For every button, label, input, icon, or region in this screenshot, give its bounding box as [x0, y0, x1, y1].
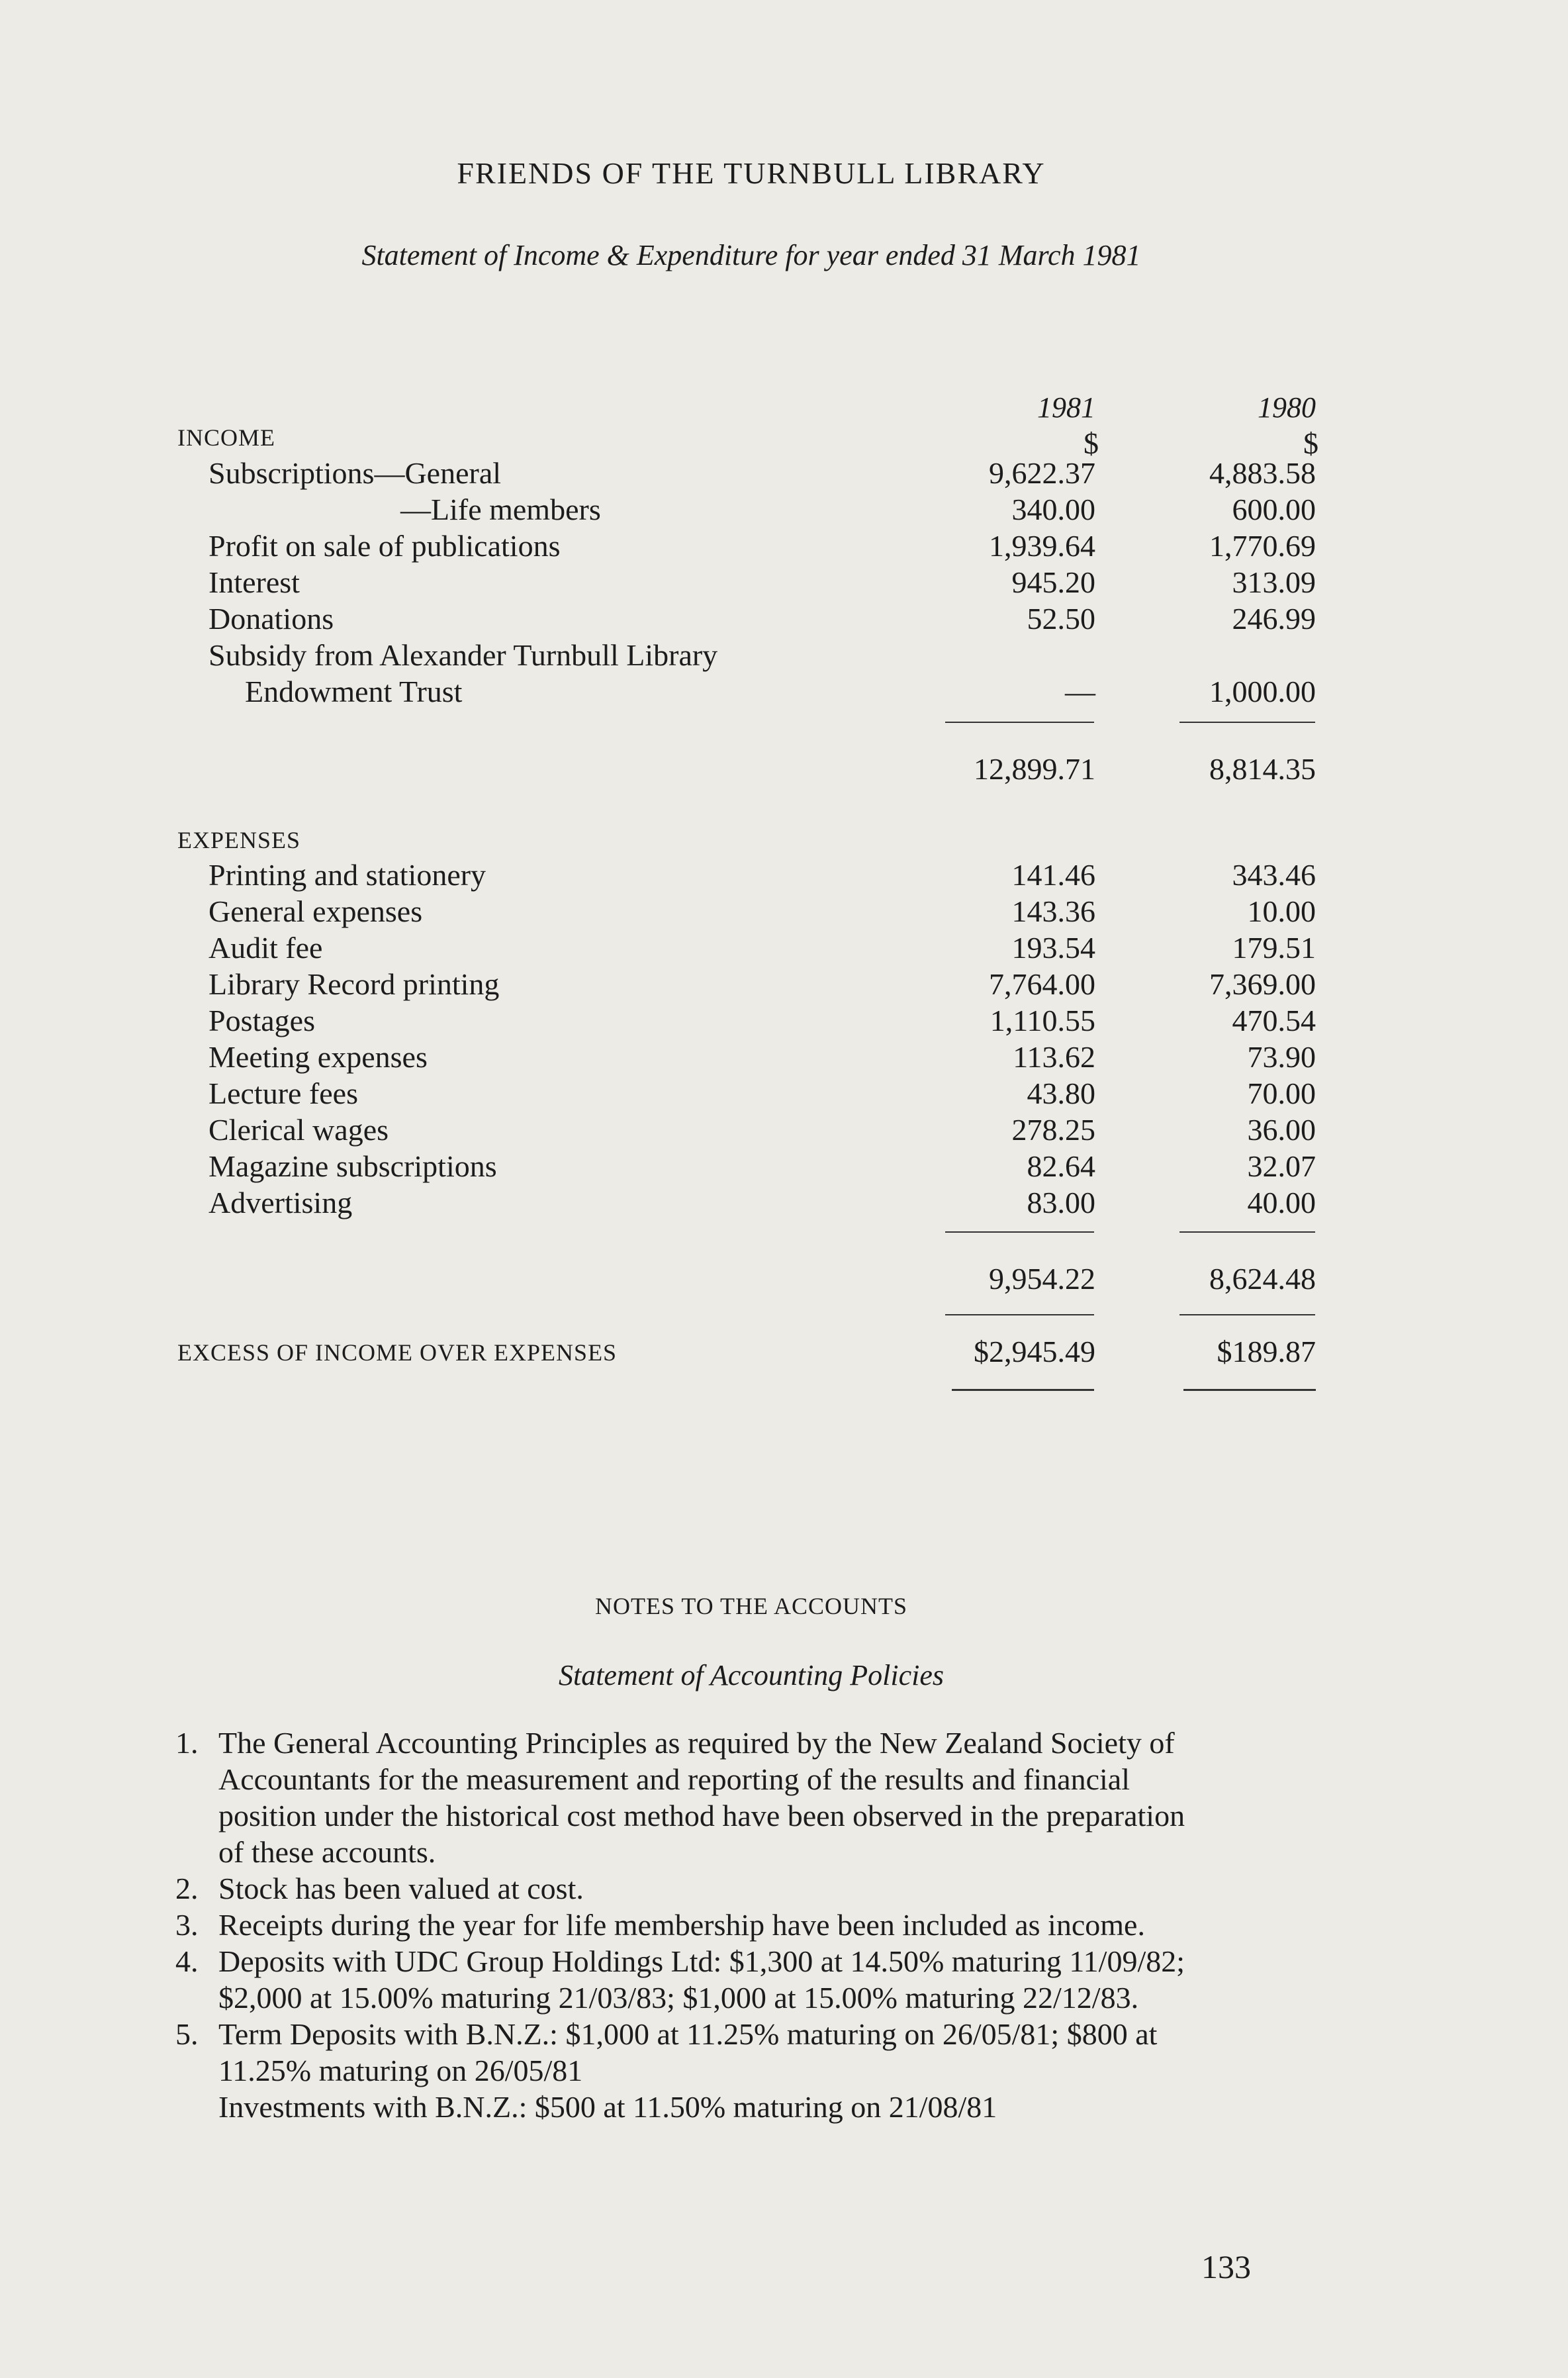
- notes-heading: NOTES TO THE ACCOUNTS: [594, 1593, 908, 1619]
- income-row: [0, 638, 1324, 674]
- double-rule: [952, 1389, 1094, 1391]
- expense-row: [0, 1112, 1324, 1149]
- expense-value-1980: 32.07: [1247, 1149, 1316, 1183]
- income-label: Interest: [208, 565, 300, 599]
- notes-subheading: Statement of Accounting Policies: [558, 1659, 945, 1691]
- note-number: 2.: [175, 1872, 199, 1905]
- excess-label: EXCESS OF INCOME OVER EXPENSES: [177, 1339, 618, 1366]
- income-total-1980: 8,814.35: [1209, 752, 1316, 786]
- income-total-row: [0, 751, 1324, 788]
- expense-row: [0, 1185, 1324, 1221]
- income-heading: INCOME: [177, 424, 275, 451]
- expense-row: [0, 967, 1324, 1003]
- expense-label: Postages: [208, 1004, 315, 1037]
- note-line: position under the historical cost method have been observed in the preparation: [218, 1799, 1185, 1832]
- expense-value-1981: 278.25: [1011, 1113, 1095, 1147]
- expense-row: [0, 1149, 1324, 1185]
- expense-row: [0, 1003, 1324, 1039]
- income-value-1981: 52.50: [1027, 602, 1095, 636]
- expenses-heading: EXPENSES: [177, 827, 301, 853]
- expense-row: [0, 930, 1324, 967]
- expense-value-1981: 83.00: [1027, 1186, 1095, 1219]
- double-rule: [1183, 1389, 1316, 1391]
- expense-label: Clerical wages: [208, 1113, 389, 1147]
- expense-label: Advertising: [208, 1186, 353, 1219]
- income-value-1980: 1,000.00: [1209, 675, 1316, 708]
- income-label: Subscriptions—General: [208, 456, 502, 490]
- note-number: 5.: [175, 2017, 199, 2051]
- expense-row: [0, 894, 1324, 930]
- income-value-1980: 600.00: [1232, 493, 1316, 526]
- expense-label: Lecture fees: [208, 1076, 359, 1110]
- income-row: [0, 455, 1324, 492]
- income-total-1981: 12,899.71: [974, 752, 1095, 786]
- note-line: Term Deposits with B.N.Z.: $1,000 at 11.25% maturing on 26/05/81; $800 at: [218, 2017, 1158, 2051]
- expense-value-1980: 7,369.00: [1209, 967, 1316, 1001]
- expense-row: [0, 1076, 1324, 1112]
- note-line: Accountants for the measurement and reporting of the results and financial: [218, 1762, 1130, 1796]
- total-rule: [1179, 722, 1315, 723]
- note-line: $2,000 at 15.00% maturing 21/03/83; $1,000 at 15.00% maturing 22/12/83.: [218, 1981, 1139, 2015]
- expense-label: Audit fee: [208, 931, 323, 965]
- expense-label: Meeting expenses: [208, 1040, 428, 1074]
- income-row: [0, 601, 1324, 638]
- column-currency-1981: $: [1084, 426, 1099, 460]
- expense-value-1981: 43.80: [1027, 1076, 1095, 1110]
- income-value-1980: 1,770.69: [1209, 529, 1316, 563]
- expense-value-1980: 10.00: [1247, 894, 1316, 928]
- excess-row: [0, 1334, 1324, 1370]
- income-value-1981: 9,622.37: [989, 456, 1095, 490]
- income-value-1980: 246.99: [1232, 602, 1316, 636]
- note-line: The General Accounting Principles as required by the New Zealand Society of: [218, 1726, 1175, 1760]
- expense-value-1980: 73.90: [1247, 1040, 1316, 1074]
- expense-value-1980: 36.00: [1247, 1113, 1316, 1147]
- column-year-1981: 1981: [1037, 391, 1095, 424]
- note-line: Investments with B.N.Z.: $500 at 11.50% maturing on 21/08/81: [218, 2090, 997, 2124]
- expense-row: [0, 857, 1324, 894]
- expense-value-1981: 1,110.55: [990, 1004, 1095, 1037]
- expense-value-1981: 82.64: [1027, 1149, 1095, 1183]
- income-value-1981: 340.00: [1011, 493, 1095, 526]
- income-value-1980: 313.09: [1232, 565, 1316, 599]
- income-label: Endowment Trust: [245, 675, 463, 708]
- expense-label: Magazine subscriptions: [208, 1149, 497, 1183]
- expense-label: Printing and stationery: [208, 858, 486, 892]
- expense-value-1980: 343.46: [1232, 858, 1316, 892]
- note-line: 11.25% maturing on 26/05/81: [218, 2054, 583, 2087]
- excess-value-1981: $2,945.49: [974, 1335, 1095, 1368]
- income-row: [0, 528, 1324, 565]
- expense-value-1980: 40.00: [1247, 1186, 1316, 1219]
- expense-value-1980: 470.54: [1232, 1004, 1316, 1037]
- income-label: Subsidy from Alexander Turnbull Library: [208, 638, 718, 672]
- income-value-1980: 4,883.58: [1209, 456, 1316, 490]
- note-line: Stock has been valued at cost.: [218, 1872, 584, 1905]
- expense-value-1980: 179.51: [1232, 931, 1316, 965]
- statement-subtitle: Statement of Income & Expenditure for year ended 31 March 1981: [361, 239, 1141, 271]
- expense-value-1980: 70.00: [1247, 1076, 1316, 1110]
- total-rule: [945, 1314, 1094, 1315]
- note-number: 3.: [175, 1908, 199, 1942]
- column-year-1980: 1980: [1258, 391, 1316, 424]
- note-line: Deposits with UDC Group Holdings Ltd: $1,300 at 14.50% maturing 11/09/82;: [218, 1944, 1185, 1978]
- expense-row: [0, 1039, 1324, 1076]
- expense-value-1981: 7,764.00: [989, 967, 1095, 1001]
- expense-value-1981: 193.54: [1011, 931, 1095, 965]
- income-row: [0, 492, 1324, 528]
- total-rule: [945, 722, 1094, 723]
- expense-total-1981: 9,954.22: [989, 1262, 1095, 1296]
- income-label: —Life members: [400, 493, 601, 526]
- note-line: Receipts during the year for life membership have been included as income.: [218, 1908, 1145, 1942]
- total-rule: [1179, 1231, 1315, 1233]
- income-row: [0, 565, 1324, 601]
- expense-label: General expenses: [208, 894, 423, 928]
- total-rule: [1179, 1314, 1315, 1315]
- expense-label: Library Record printing: [208, 967, 500, 1001]
- expense-value-1981: 143.36: [1011, 894, 1095, 928]
- expense-total-row: [0, 1261, 1324, 1298]
- expense-total-1980: 8,624.48: [1209, 1262, 1316, 1296]
- excess-value-1980: $189.87: [1217, 1335, 1316, 1368]
- income-value-1981: 1,939.64: [989, 529, 1095, 563]
- expense-value-1981: 141.46: [1011, 858, 1095, 892]
- total-rule: [945, 1231, 1094, 1233]
- note-number: 4.: [175, 1944, 199, 1978]
- page-title: FRIENDS OF THE TURNBULL LIBRARY: [457, 156, 1046, 190]
- expense-value-1981: 113.62: [1013, 1040, 1095, 1074]
- income-value-1981: —: [1065, 675, 1095, 708]
- income-label: Donations: [208, 602, 334, 636]
- income-value-1981: 945.20: [1011, 565, 1095, 599]
- page-number: 133: [1201, 2248, 1251, 2285]
- note-line: of these accounts.: [218, 1835, 436, 1869]
- income-row: [0, 674, 1324, 710]
- column-currency-1980: $: [1303, 426, 1318, 460]
- income-label: Profit on sale of publications: [208, 529, 561, 563]
- note-number: 1.: [175, 1726, 199, 1760]
